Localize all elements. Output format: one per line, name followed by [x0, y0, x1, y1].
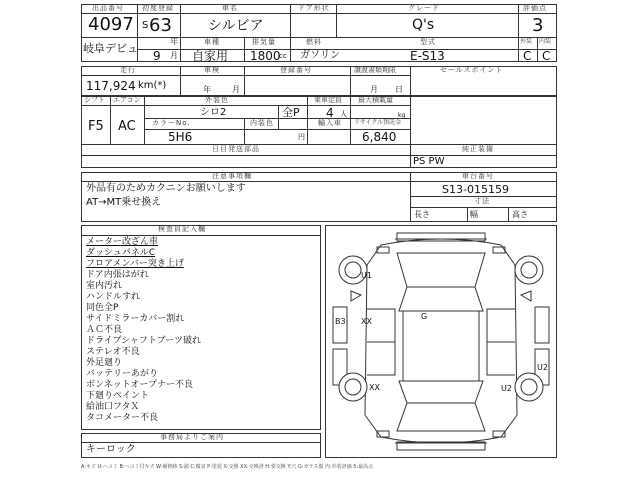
era: S: [142, 20, 149, 31]
inspector-line: ハンドルすれ: [86, 292, 141, 302]
load-unit: kg: [398, 112, 406, 119]
grade-label: グレード: [408, 4, 440, 12]
inspector-line: ボンネットオープナー不良: [86, 380, 194, 390]
ext-label: 外装: [520, 38, 533, 45]
footer-legend: A:キズ U:ヘコミ B:ヘコミ付キズ W:補修跡 S:錆 C:腐食 P:塗装 X:交換 XX:交換済 H:要交換 Y:穴 G:ガラス傷 内:外装評価 5:最高点: [81, 464, 374, 470]
inspection-month-unit: 月: [232, 85, 240, 94]
first-reg-label: 初度登録: [142, 4, 174, 12]
inspector-line: バッテリーあがり: [86, 369, 159, 379]
fuel: ガソリン: [300, 50, 340, 61]
car-diagram: [325, 225, 557, 458]
int-label: 内装: [539, 38, 552, 45]
mark-u1: U1: [361, 271, 372, 280]
dims-width: 幅: [470, 210, 478, 219]
recycle-fee-unit: 円: [298, 133, 305, 141]
year: 63: [149, 15, 172, 36]
transfer-label: 譲渡書類期限: [354, 66, 396, 74]
grade: Q's: [412, 17, 435, 33]
inspector-line: 外足廻り: [86, 358, 123, 368]
inspector-line: メーター改ざん車: [86, 237, 159, 247]
mark-g: G: [421, 312, 428, 321]
recycle-fee: 6,840: [362, 130, 397, 144]
ac: AC: [118, 119, 136, 134]
office-text: キーロック: [86, 444, 136, 455]
sales-point-label: セールスポイント: [440, 66, 504, 74]
equip: 全P: [282, 106, 300, 119]
inspector-line: ステレオ不良: [86, 347, 140, 357]
score-label: 評価点: [523, 4, 547, 12]
inspector-line: ドア内張はがれ: [86, 270, 149, 280]
displacement-unit: cc: [279, 52, 287, 60]
chassis: S13-015159: [442, 183, 509, 196]
model: E-S13: [410, 49, 445, 63]
std: PS PW: [413, 156, 445, 167]
office-label: 事務局よりご案内: [160, 433, 224, 441]
inspector-line: ドライブシャフトブーツ破れ: [86, 336, 202, 346]
note-line-2: AT→MT乗せ換え: [86, 197, 162, 208]
shift-label: シフト: [84, 96, 105, 104]
capacity-unit: 人: [340, 110, 347, 118]
door-label: ドア形状: [298, 4, 330, 12]
mileage-unit: km(*): [138, 80, 167, 91]
int-value: C: [542, 49, 551, 63]
color: シロ2: [200, 107, 227, 118]
inspector-line: 室内汚れ: [86, 281, 123, 291]
inspector-line: 同色全P: [86, 303, 119, 313]
shift: F5: [88, 119, 104, 134]
lot-label: 出品番号: [92, 4, 124, 12]
regno-label: 登録番号: [280, 66, 312, 74]
model-label: 型式: [420, 38, 436, 46]
spec-box: [81, 96, 557, 168]
mark-xx-1: XX: [361, 317, 372, 326]
year-unit: 年: [170, 37, 178, 46]
inspector-line: ＡＣ不良: [86, 325, 123, 335]
displacement: 1800: [250, 49, 281, 63]
transfer-month: 月: [370, 85, 378, 94]
inspector-line: ダッシュパネルC: [86, 248, 156, 258]
inspector-line: タコメーター不良: [86, 413, 159, 423]
colorno: 5H6: [168, 130, 193, 144]
inspector-line: サイドミラーカバー割れ: [86, 314, 185, 324]
inspection-year-unit: 年: [203, 85, 211, 94]
mileage-label: 走行: [120, 66, 136, 74]
ship-label: 日目発送部品: [212, 145, 260, 153]
inspector-line: フロアメンバー突き上げ: [86, 259, 184, 269]
color-label: 外装色: [205, 96, 229, 104]
body-type: 自家用: [192, 49, 229, 63]
ac-label: エアコン: [113, 96, 141, 104]
inspector-line: 下廻りペイント: [86, 391, 150, 401]
mark-u2-1: U2: [537, 363, 548, 372]
body-type-label: 車種: [204, 38, 220, 46]
debut: 岐阜デビュ: [83, 42, 138, 55]
capacity: 4: [326, 106, 334, 120]
mark-xx-2: XX: [369, 383, 380, 392]
fuel-label: 燃料: [306, 38, 322, 46]
car-name-label: 車名: [222, 4, 238, 12]
note-line-1: 外品有のためカクニンお願いします: [86, 183, 246, 194]
notes-label: 注意事項欄: [212, 172, 252, 180]
inspector-label: 検査員記入欄: [158, 225, 206, 233]
load-label: 最大積載量: [358, 96, 393, 104]
dims-height: 高さ: [512, 210, 528, 219]
displacement-label: 排気量: [252, 38, 276, 46]
inspection-label: 車検: [204, 66, 220, 74]
score: 3: [532, 15, 544, 36]
mark-b3: B3: [335, 317, 346, 326]
mileage: 117,924: [86, 79, 136, 93]
mark-u2-2: U2: [501, 384, 512, 393]
month-unit: 月: [170, 51, 178, 60]
colorno-label: カラーNo.: [152, 119, 191, 127]
import-label: 輸入車: [318, 119, 342, 127]
chassis-label: 車台番号: [462, 172, 494, 180]
recycle-fee-label: リサイクル預託金: [354, 119, 402, 126]
ext-value: C: [523, 49, 532, 63]
lot-number: 4097: [88, 14, 134, 35]
std-label: 純正装備: [462, 145, 494, 153]
car-name: シルビア: [208, 18, 264, 34]
inspector-lines: [86, 237, 316, 424]
month: 9: [153, 49, 161, 63]
dims-length: 長さ: [414, 210, 430, 219]
inspector-line: 給油口フタＸ: [86, 402, 140, 412]
capacity-label: 乗車定員: [314, 96, 342, 104]
transfer-day: 日: [395, 85, 403, 94]
intcolor-label: 内装色: [250, 119, 274, 127]
dims-label: 寸法: [474, 197, 490, 205]
